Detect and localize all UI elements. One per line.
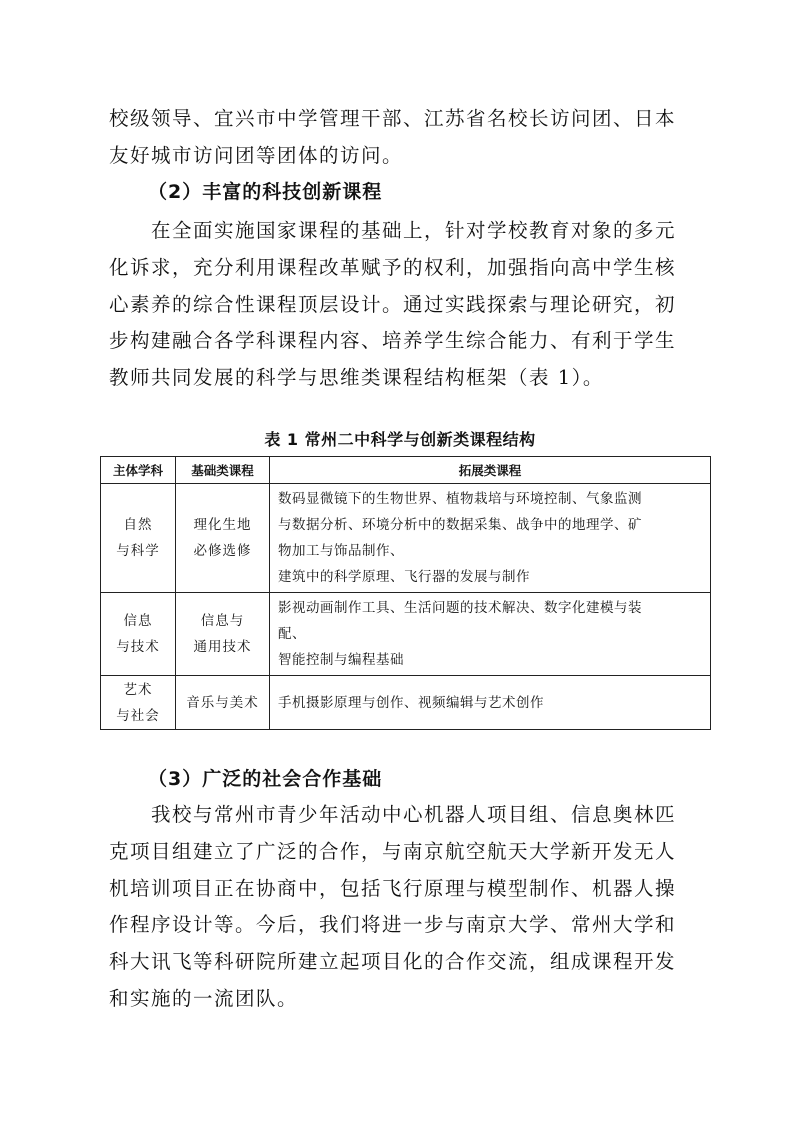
section-2-paragraph — [109, 213, 709, 397]
basic-course-cell — [176, 676, 270, 730]
basic-course-cell — [176, 484, 270, 593]
section-3-paragraph — [109, 797, 709, 1018]
paragraph-line: 步构建融合各学科课程内容、培养学生综合能力、有利于学生 — [109, 329, 677, 353]
extended-course-line: 建筑中的科学原理、飞行器的发展与制作 — [278, 569, 530, 585]
paragraph-line: 在全面实施国家课程的基础上，针对学校教育对象的多元 — [109, 219, 677, 242]
extended-course-cell — [270, 676, 711, 730]
header-subject: 主体学科 — [101, 457, 176, 484]
extended-course-line: 智能控制与编程基础 — [278, 652, 404, 668]
extended-course-line: 手机摄影原理与创作、视频编辑与艺术创作 — [278, 694, 544, 711]
subject-line: 艺术 — [123, 681, 153, 698]
table-header-row — [101, 457, 711, 484]
header-basic-courses: 基础类课程 — [176, 457, 270, 484]
basic-course-line: 通用技术 — [193, 639, 252, 655]
basic-course-cell — [176, 593, 270, 676]
paragraph-line: 机培训项目正在协商中，包括飞行原理与模型制作、机器人操 — [109, 876, 677, 900]
course-structure-table — [100, 456, 711, 730]
table-caption: 表 1 常州二中科学与创新类课程结构 — [264, 430, 536, 449]
basic-course-line: 理化生地 — [193, 517, 252, 533]
paragraph-line: 教师共同发展的科学与思维类课程结构框架（表 1）。 — [109, 366, 604, 390]
basic-course-line: 音乐与美术 — [186, 694, 259, 711]
subject-cell — [101, 484, 176, 593]
subject-line: 自然 — [123, 517, 153, 533]
table-row — [101, 676, 711, 730]
intro-line: 友好城市访问团等团体的访问。 — [109, 143, 404, 167]
subject-line: 与技术 — [116, 639, 160, 655]
header-extended-courses: 拓展类课程 — [270, 457, 711, 484]
section-3-heading: （3）广泛的社会合作基础 — [148, 768, 383, 790]
intro-line: 校级领导、宜兴市中学管理干部、江苏省名校长访问团、日本 — [109, 107, 677, 130]
subject-line: 信息 — [123, 613, 153, 629]
paragraph-line: 科大讯飞等科研院所建立起项目化的合作交流，组成课程开发 — [109, 950, 677, 974]
paragraph-line: 和实施的一流团队。 — [109, 986, 299, 1010]
subject-cell — [101, 676, 176, 730]
subject-cell — [101, 593, 176, 676]
table-row — [101, 484, 711, 593]
extended-course-line: 物加工与饰品制作、 — [278, 543, 404, 559]
section-2-heading: （2）丰富的科技创新课程 — [148, 181, 383, 203]
table-row — [101, 593, 711, 676]
subject-line: 与科学 — [116, 543, 160, 559]
intro-paragraph — [109, 101, 709, 175]
subject-line: 与社会 — [116, 707, 160, 724]
extended-course-line: 数码显微镜下的生物世界、植物栽培与环境控制、气象监测 — [278, 491, 642, 507]
paragraph-line: 我校与常州市青少年活动中心机器人项目组、信息奥林匹 — [109, 803, 677, 826]
basic-course-line: 信息与 — [200, 613, 245, 629]
extended-course-line: 与数据分析、环境分析中的数据采集、战争中的地理学、矿 — [278, 517, 642, 533]
paragraph-line: 心素养的综合性课程顶层设计。通过实践探索与理论研究，初 — [109, 292, 677, 316]
paragraph-line: 作程序设计等。今后，我们将进一步与南京大学、常州大学和 — [109, 913, 677, 937]
extended-course-line: 影视动画制作工具、生活问题的技术解决、数字化建模与装 — [278, 600, 642, 616]
basic-course-line: 必修选修 — [193, 543, 252, 559]
paragraph-line: 化诉求，充分利用课程改革赋予的权利，加强指向高中学生核 — [109, 255, 677, 279]
extended-course-cell — [270, 593, 711, 676]
paragraph-line: 克项目组建立了广泛的合作，与南京航空航天大学新开发无人 — [109, 839, 677, 863]
extended-course-cell — [270, 484, 711, 593]
extended-course-line: 配、 — [278, 626, 306, 642]
